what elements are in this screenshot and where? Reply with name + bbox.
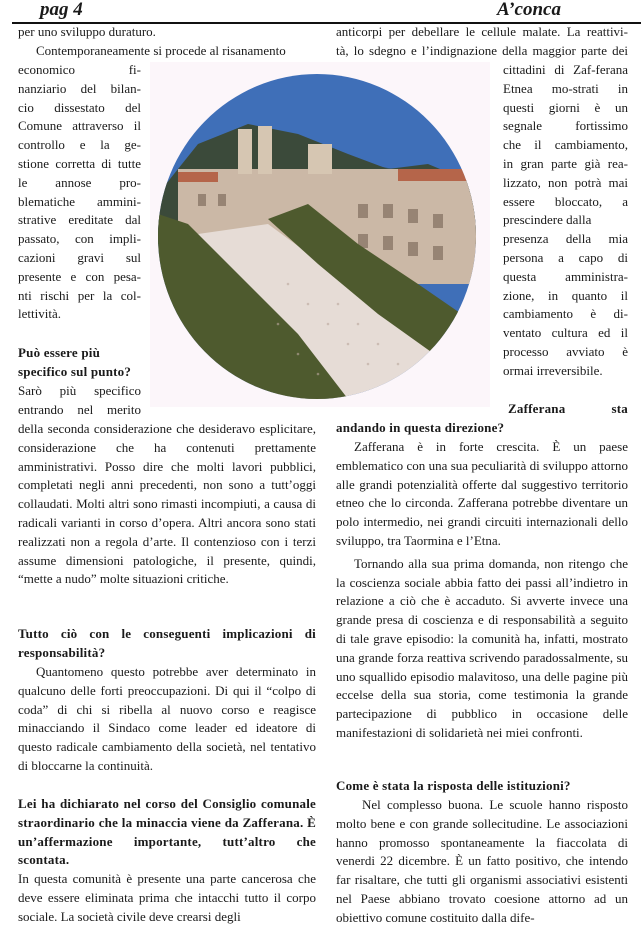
- wrapped-line: passato, con impli-: [18, 231, 141, 247]
- wrapped-line: zione, in quanto il: [503, 287, 628, 303]
- wrapped-line: che il cambiamento,: [503, 137, 628, 153]
- question-responsabilita: [18, 625, 316, 663]
- answer-consiglio: [18, 870, 316, 926]
- right-line: anticorpi per debellare le cellule malate. La reattivi-: [336, 24, 628, 39]
- wrapped-line: nanziario del bilan-: [18, 80, 141, 96]
- wrapped-line: segnale fortissimo: [503, 118, 628, 134]
- answer-direzione: [336, 438, 628, 743]
- left-wrapped-paragraph: [18, 61, 141, 324]
- question-text: Lei ha dichiarato nel corso del Consiglio comunale straordinario che la minaccia viene da Zafferana. È un’affermazione importante, tutt’altro che scontata.: [18, 796, 316, 868]
- wrapped-line: controllo e la ge-: [18, 137, 141, 153]
- page-header: [0, 0, 641, 22]
- wrapped-line: in gran parte già rea-: [503, 155, 628, 171]
- answer-text: della seconda considerazione che desideravo esplicitare, considerazione che ha contenuti prettamente amministrativi. Posso dire che molti lavori pubblici, completati negli anni precedenti, non sono a tutt’oggi collaudati. Molti altri sono rimasti incompiuti, a causa di radicali varianti in corso d’opera. Altri ancora sono stati realizzati non a regola d’arte. Il contenzioso con i terzi assume dimensioni patologiche, il presente, quindi, “mette a nudo” molte situazioni critiche.: [18, 421, 316, 587]
- intro-line: per uno sviluppo duraturo.: [18, 24, 156, 39]
- wrapped-line: nti rischi per la col-: [18, 287, 141, 303]
- wrapped-line: persona a capo di: [503, 249, 628, 265]
- wrapped-line: economico fi-: [18, 62, 141, 77]
- answer-text: Tornando alla sua prima domanda, non ritengo che la coscienza sociale abbia fatto dei passi all’indietro in relazione a ciò che è accaduto. Si avverte invece una grande presa di coscienza e di responsabilità a seguito di tale grave episodio: la comunità ha, infatti, mostrato una grande forza reattiva scrivendo paradossalmente, su uno squallido episodio malavitoso, una delle pagine più eccelse della sua storia, come testimonia la grande partecipazione di pubblico in occasione delle manifestazioni di solidarietà nei miei confronti.: [336, 555, 628, 740]
- wrapped-line: Etnea mo-strati in: [503, 80, 628, 96]
- wrapped-line: stione corretta di tutte: [18, 155, 141, 171]
- answer-line: entrando nel merito: [18, 401, 141, 417]
- answer-istituzioni: [336, 796, 628, 928]
- question-line: specifico sul punto?: [18, 363, 132, 379]
- question-text: andando in questa direzione?: [336, 419, 505, 435]
- wrapped-line: essere bloccato, a: [503, 193, 628, 209]
- wrapped-line: Comune attraverso il: [18, 118, 141, 134]
- question-istituzioni: [336, 777, 628, 796]
- wrapped-line: cittadini di Zaf-ferana: [503, 62, 628, 77]
- para1-first-line: Contemporaneamente si procede al risanamento: [36, 42, 286, 58]
- answer-text: In questa comunità è presente una parte cancerosa che deve essere eliminata prima che intacchi tutto il corpo sociale. La società civile deve crearsi degli: [18, 871, 316, 924]
- wrapped-line: prescindere dalla: [503, 212, 592, 228]
- wrapped-line: strative ereditate dal: [18, 212, 141, 228]
- wrapped-line: le annose pro-: [18, 174, 141, 190]
- wrapped-line: cazioni gravi sul: [18, 249, 141, 265]
- wrapped-line: questa amministra-: [503, 268, 628, 284]
- question-word: Zafferana: [508, 401, 566, 416]
- wrapped-line: ormai irreversibile.: [503, 362, 603, 378]
- question-text: Come è stata la risposta delle istituzioni?: [336, 778, 571, 793]
- answer-text: Quantomeno questo potrebbe aver determinato in qualcuno delle forti preoccupazioni. Di qui il “colpo di coda” di chi si ribella al nuovo corso e reagisce minacciando il Sindaco come leader ed ideatore di questo radicale cambiamento della società, nel tentativo di bloccarne la continuità.: [18, 664, 316, 773]
- question-consiglio: [18, 795, 316, 870]
- question-text: Tutto ciò con le conseguenti implicazioni di responsabilità?: [18, 626, 316, 660]
- wrapped-line: processo avviato è: [503, 343, 628, 359]
- town-square-illustration: [158, 74, 476, 399]
- wrapped-line: cambiamento è di-: [503, 306, 628, 322]
- right-column-top: [336, 23, 628, 61]
- answer-text: Zafferana è in forte crescita. È un paese emblematico con una sua peculiarità di sviluppo attorno alle grandi potenzialità offerte dal suggestivo territorio etneo che lo circonda. Zafferana potrebbe diventare un polo intermedio, nei grandi circuiti internazionali dello sviluppo, tra Taormina e l’Etna.: [336, 439, 628, 548]
- answer-responsabilita: [18, 663, 316, 776]
- wrapped-line: ventato cultura ed il: [503, 325, 628, 341]
- wrapped-line: presente e con pesa-: [18, 268, 141, 284]
- right-line: tà, lo sdegno e l’indignazione della maggior parte dei: [336, 42, 628, 58]
- wrapped-line: lizzato, non potrà mai: [503, 174, 628, 190]
- wrapped-line: cio dissestato del: [18, 99, 141, 115]
- left-column-top: [18, 23, 318, 61]
- answer-line: Sarò più specifico: [18, 383, 141, 398]
- question-specifico: [18, 344, 148, 382]
- publication-title: A’conca: [496, 0, 561, 20]
- question-line: Può essere più: [18, 345, 101, 360]
- wrapped-line: blematiche ammini-: [18, 193, 141, 209]
- page-number: pag 4: [40, 0, 83, 20]
- answer-specifico-wrapped: [18, 382, 141, 420]
- question-direzione: [336, 400, 628, 438]
- wrapped-line: presenza della mia: [503, 231, 628, 247]
- question-word: sta: [611, 401, 628, 416]
- wrapped-line: lettività.: [18, 306, 61, 322]
- wrapped-line: questi giorni è un: [503, 99, 628, 115]
- right-wrapped-paragraph: [503, 61, 628, 381]
- answer-specifico-rest: [18, 420, 316, 589]
- answer-text: Nel complesso buona. Le scuole hanno risposto molto bene e con grande sollecitudine. Le associazioni hanno promosso spontaneamente la fiaccolata di venerdi 22 dicembre. È un fatto positivo, che intendo far risaltare, che tutti gli organismi associativi esistenti nel Paese abbiano trovato coesione attorno ad un obiettivo comune costituito dalla dife-: [336, 797, 628, 925]
- town-square-photo: [158, 74, 476, 399]
